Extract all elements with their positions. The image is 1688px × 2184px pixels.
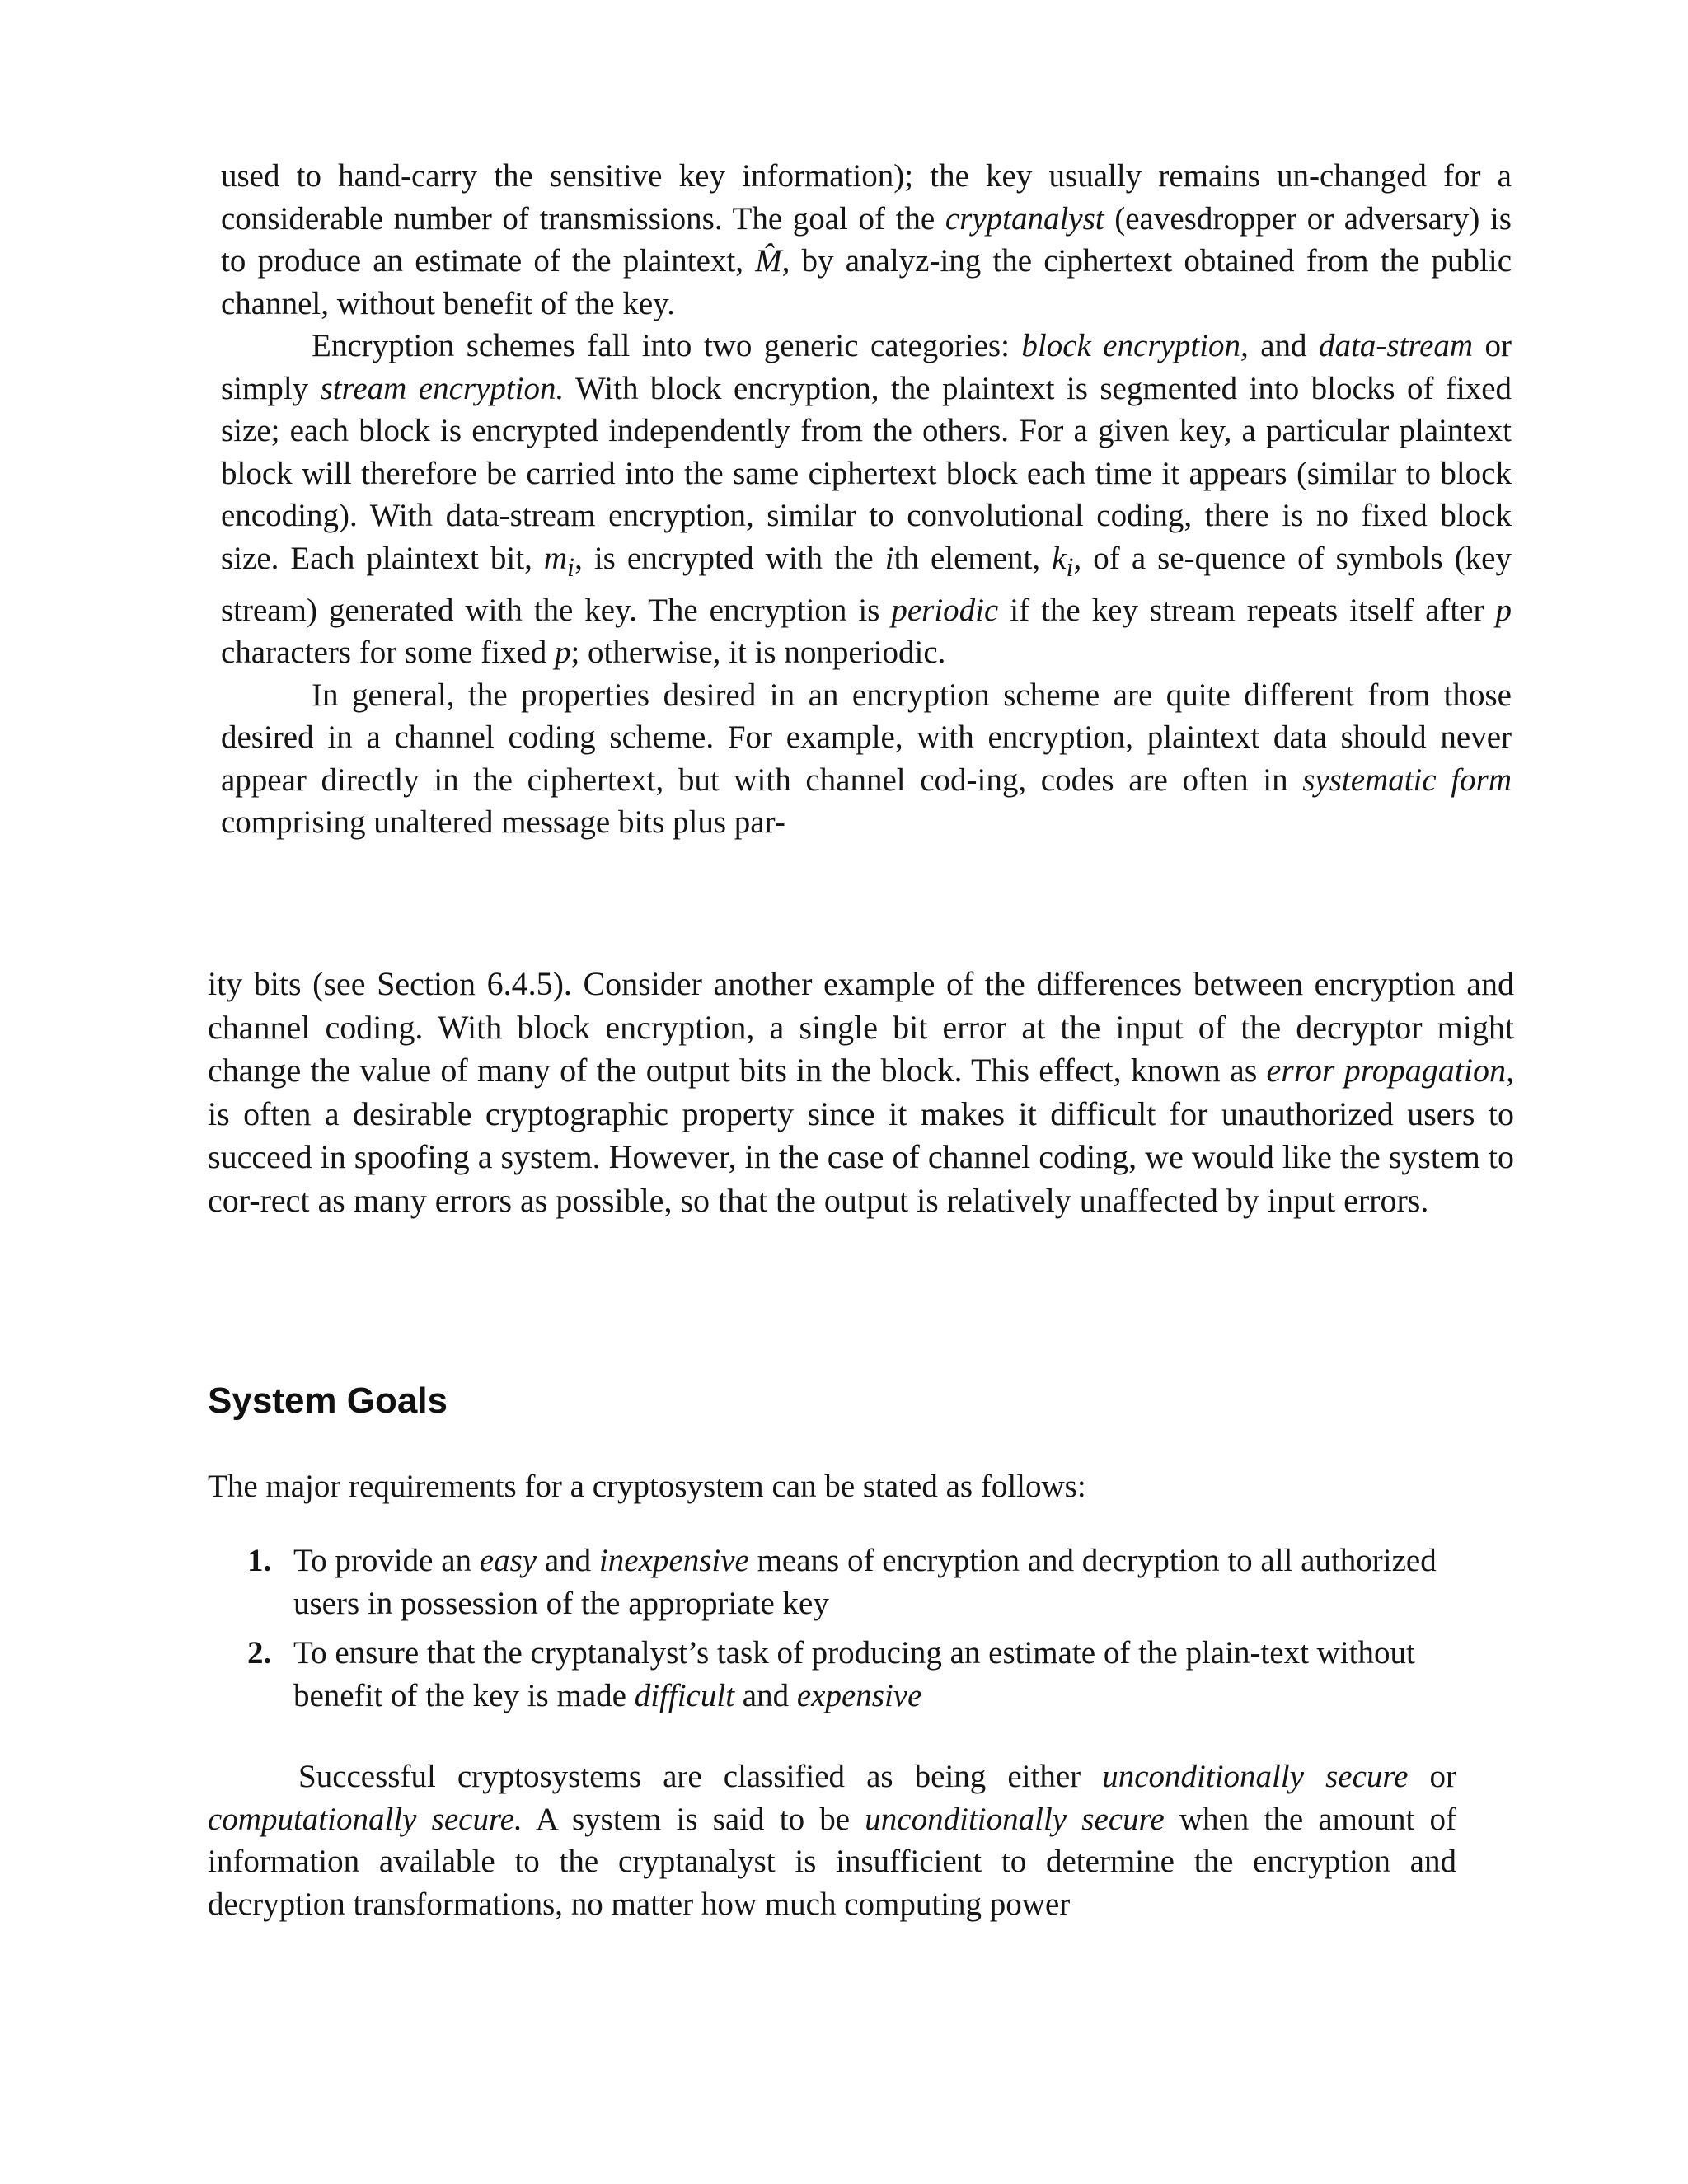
intro-sentence: The major requirements for a cryptosystem can be stated as follows: — [208, 1469, 1086, 1504]
requirements-list — [247, 1540, 1459, 1724]
list-item: 2. To ensure that the cryptanalyst’s task of producing an estimate of the plain-text without benefit of the key is made difficult and expensive — [247, 1632, 1459, 1718]
section-heading: System Goals — [208, 1380, 448, 1421]
text-block-closing — [208, 1755, 1456, 1925]
text-block-continuation — [208, 963, 1514, 1222]
list-item: 1. To provide an easy and inexpensive means of encryption and decryption to all authorized users in possession of the appropriate key — [247, 1540, 1459, 1625]
list-item-number: 2. — [247, 1635, 272, 1671]
paragraph-properties: In general, the properties desired in an encryption scheme are quite different from those desired in a channel coding scheme. For example, with encryption, plaintext data should never appear directly in the ciphertext, but with channel cod-ing, codes are often in systematic form comprising unaltered message bits plus par- — [221, 677, 1512, 841]
paragraph-error-propagation: ity bits (see Section 6.4.5). Consider another example of the differences between encryption and channel coding. With block encryption, a single bit error at the input of the decryptor might change the value of many of the output bits in the block. This effect, known as error propagation, is often a desirable cryptographic property since it makes it difficult for unauthorized users to succeed in spoofing a system. However, in the case of channel coding, we would like the system to cor-rect as many errors as possible, so that the output is relatively unaffected by input errors. — [208, 965, 1515, 1219]
text-block-top — [221, 155, 1512, 844]
list-item-number: 1. — [247, 1543, 272, 1578]
paragraph-classification: Successful cryptosystems are classified as being either unconditionally secure or computationally secure. A system is said to be unconditionally secure when the amount of information available to the cryptanalyst is insufficient to determine the encryption and decryption transformations, no matter how much computing power — [208, 1759, 1457, 1922]
paragraph-cryptanalyst: used to hand-carry the sensitive key information); the key usually remains un-changed for a considerable number of transmissions. The goal of the cryptanalyst (eavesdropper or adversary) is to produce an estimate of the plaintext, M̂, by analyz-ing the ciphertext obtained from the public channel, without benefit of the key. — [221, 158, 1512, 321]
paragraph-encryption-schemes: Encryption schemes fall into two generic categories: block encryption, and data-stream or simply stream encryption. With block encryption, the plaintext is segmented into blocks of fixed size; each block is encrypted independently from the others. For a given key, a particular plaintext block will therefore be carried into the same ciphertext block each time it appears (similar to block encoding). With data-stream encryption, similar to convolutional coding, there is no fixed block size. Each plaintext bit, $m_i$, is encrypted with the ith element, $k_i$, of a se-quence of symbols (key stream) generated with the key. The encryption is periodic if the key stream repeats itself after p characters for some fixed p; otherwise, it is nonperiodic. — [221, 328, 1512, 671]
